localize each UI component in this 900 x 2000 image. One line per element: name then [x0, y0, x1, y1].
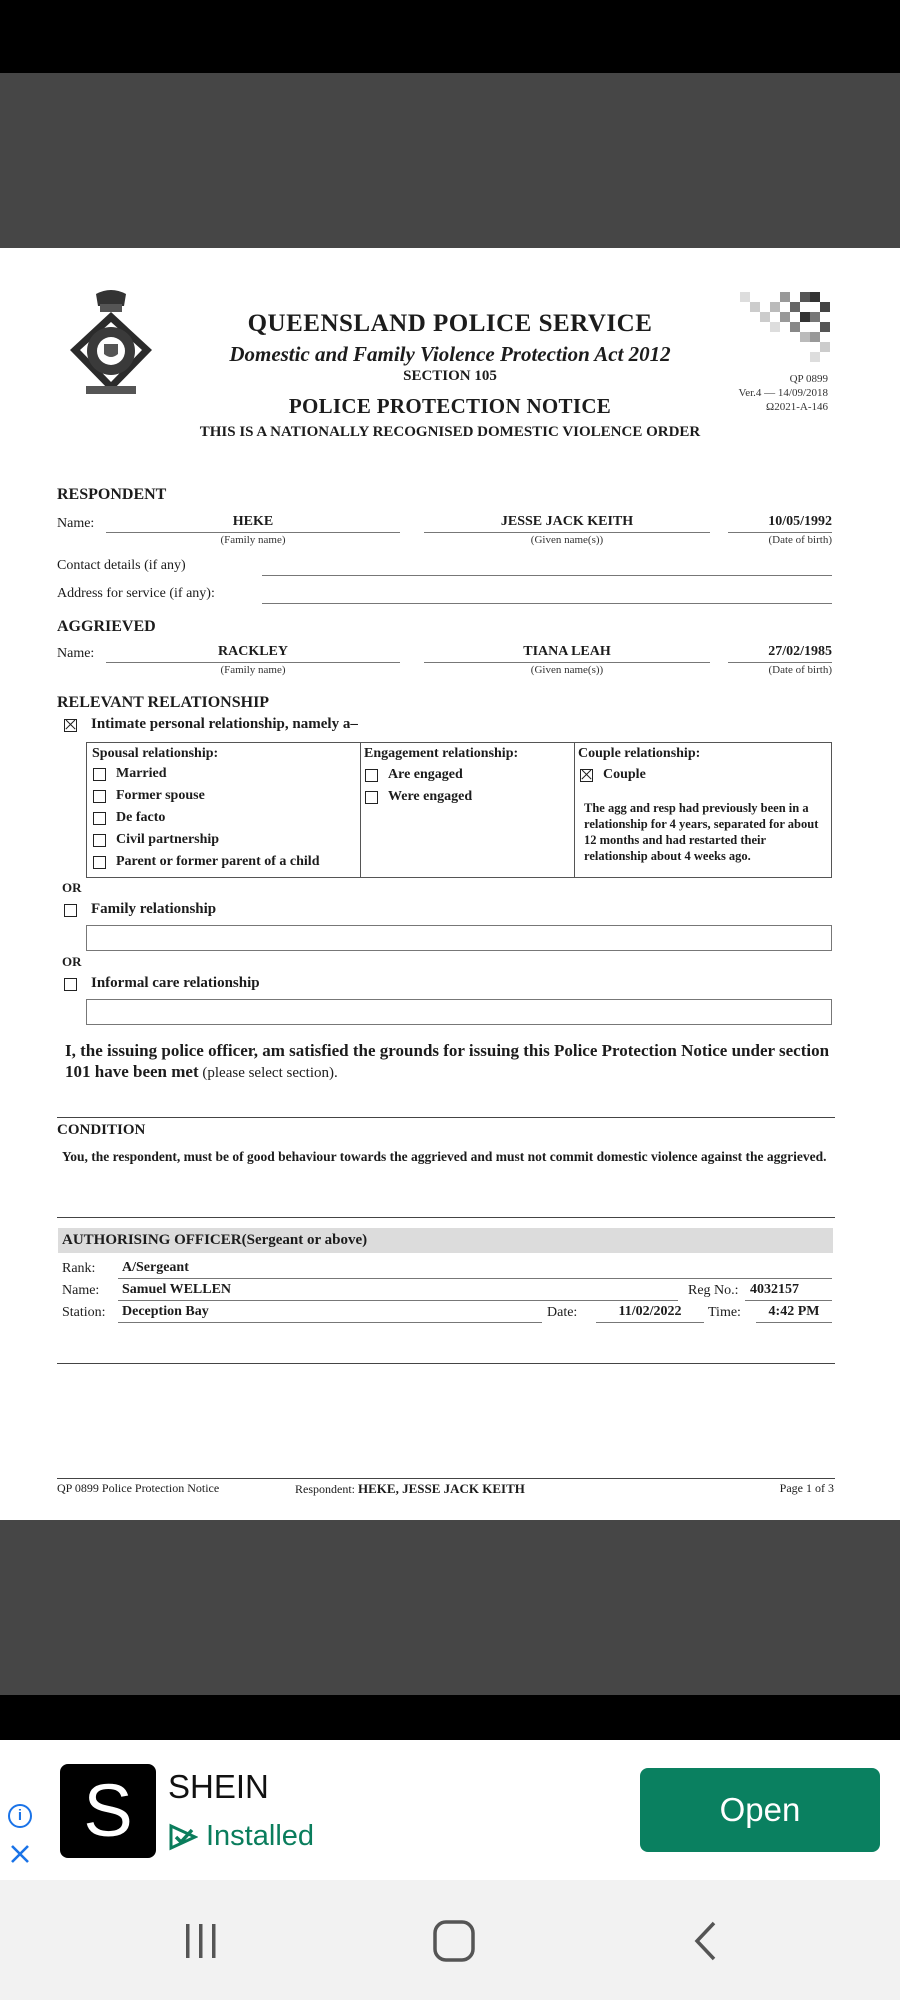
station-value: Deception Bay [122, 1304, 209, 1319]
informal-care-checkbox[interactable] [64, 978, 77, 991]
app-name: SHEIN [168, 1768, 269, 1805]
former-spouse-checkbox[interactable] [93, 790, 106, 803]
reg-no-label: Reg No.: [688, 1283, 739, 1298]
couple-checkbox[interactable] [580, 769, 593, 782]
authorising-heading: AUTHORISING OFFICER(Sergeant or above) [62, 1232, 368, 1248]
aggrieved-dob-caption: (Date of birth) [768, 664, 832, 676]
or-label-1: OR [62, 880, 82, 895]
were-engaged-checkbox[interactable] [365, 791, 378, 804]
aggrieved-family-name: RACKLEY [217, 644, 288, 659]
date-value: 11/02/2022 [618, 1304, 682, 1319]
officer-name-label: Name: [62, 1283, 100, 1298]
station-label: Station: [62, 1305, 106, 1320]
separator-band [0, 1695, 900, 1740]
aggrieved-family-caption: (Family name) [220, 664, 286, 676]
de-facto-label: De facto [116, 810, 166, 825]
respondent-heading: RESPONDENT [57, 486, 167, 503]
reg-no-value: 4032157 [750, 1282, 799, 1297]
de-facto-checkbox[interactable] [93, 812, 106, 825]
ad-info-icon[interactable]: i [8, 1804, 32, 1828]
condition-heading: CONDITION [57, 1122, 146, 1138]
address-label: Address for service (if any): [57, 586, 215, 601]
time-label: Time: [708, 1305, 741, 1320]
married-checkbox[interactable] [93, 768, 106, 781]
statement-select-section: (please select section). [198, 1065, 338, 1081]
family-relationship-label: Family relationship [91, 901, 217, 917]
engagement-heading: Engagement relationship: [364, 746, 519, 761]
couple-note: The agg and resp had previously been in a relationship for 4 years, separated for about 12 months and had restarted their relationship about 4 weeks ago. [584, 801, 819, 863]
couple-heading: Couple relationship: [578, 746, 701, 761]
status-bar [0, 0, 900, 73]
informal-care-label: Informal care relationship [91, 975, 260, 991]
respondent-dob: 10/05/1992 [768, 514, 832, 529]
were-engaged-label: Were engaged [388, 789, 473, 804]
aggrieved-dob: 27/02/1985 [768, 644, 832, 659]
respondent-given-names: JESSE JACK KEITH [500, 514, 634, 529]
statement-bold: I, the issuing police officer, am satisfied the grounds for issuing this Police Protection Notice under section 101 have been met [65, 1041, 830, 1081]
form-code: QP 0899 [789, 373, 828, 385]
form-version: Ver.4 — 14/09/2018 [738, 387, 828, 399]
former-spouse-label: Former spouse [116, 788, 205, 803]
viewer-bottom-area [0, 1520, 900, 1695]
footer-respondent-label: Respondent: [295, 1482, 355, 1496]
act-title: Domestic and Family Violence Protection Act 2012 [229, 342, 671, 366]
home-icon[interactable] [431, 1918, 477, 1964]
intimate-relationship-label: Intimate personal relationship, namely a– [91, 716, 358, 732]
system-nav-bar [0, 1880, 900, 2000]
respondent-given-caption: (Given name(s)) [530, 534, 604, 546]
couple-label: Couple [603, 767, 646, 782]
spousal-heading: Spousal relationship: [92, 746, 219, 761]
recent-apps-icon[interactable] [178, 1918, 224, 1964]
aggrieved-given-names: TIANA LEAH [523, 644, 611, 659]
notice-subtitle: THIS IS A NATIONALLY RECOGNISED DOMESTIC VIOLENCE ORDER [199, 424, 701, 440]
aggrieved-name-label: Name: [57, 646, 95, 661]
or-label-2: OR [62, 954, 82, 969]
intimate-relationship-checkbox[interactable] [64, 719, 77, 732]
notice-title: POLICE PROTECTION NOTICE [288, 394, 612, 418]
respondent-name-label: Name: [57, 516, 95, 531]
aggrieved-given-caption: (Given name(s)) [530, 664, 604, 676]
are-engaged-checkbox[interactable] [365, 769, 378, 782]
aggrieved-heading: AGGRIEVED [57, 618, 156, 635]
footer-respondent-name: HEKE, JESSE JACK KEITH [358, 1481, 525, 1496]
married-label: Married [116, 766, 167, 781]
form-ref-number: Ω2021-A-146 [766, 401, 828, 413]
footer-respondent [295, 1481, 525, 1497]
footer-page-number: Page 1 of 3 [779, 1481, 834, 1495]
respondent-family-name: HEKE [232, 514, 274, 529]
are-engaged-label: Are engaged [388, 767, 463, 782]
condition-text: You, the respondent, must be of good behaviour towards the aggrieved and must not commit domestic violence against the aggrieved. [62, 1149, 827, 1164]
family-relationship-field[interactable] [86, 925, 832, 951]
rank-label: Rank: [62, 1261, 96, 1276]
civil-partnership-checkbox[interactable] [93, 834, 106, 847]
form-reference [738, 372, 828, 414]
respondent-dob-caption: (Date of birth) [768, 534, 832, 546]
viewer-top-area [0, 73, 900, 248]
section-title: SECTION 105 [403, 368, 497, 384]
respondent-family-caption: (Family name) [220, 534, 286, 546]
back-icon[interactable] [684, 1918, 730, 1964]
civil-partnership-label: Civil partnership [116, 832, 220, 847]
parent-checkbox[interactable] [93, 856, 106, 869]
open-app-button[interactable]: Open [640, 1768, 880, 1852]
date-label: Date: [547, 1305, 578, 1320]
relationship-heading: RELEVANT RELATIONSHIP [57, 694, 270, 711]
rank-value: A/Sergeant [122, 1260, 189, 1275]
officer-name-value: Samuel WELLEN [122, 1282, 232, 1297]
ad-close-icon[interactable] [8, 1842, 32, 1866]
document-page [0, 248, 900, 1520]
contact-details-label: Contact details (if any) [57, 558, 186, 573]
agency-title: QUEENSLAND POLICE SERVICE [247, 310, 653, 337]
ad-banner[interactable] [0, 1740, 900, 1880]
time-value: 4:42 PM [768, 1304, 820, 1319]
installed-check-icon [168, 1822, 198, 1852]
app-logo: S [60, 1764, 156, 1858]
family-relationship-checkbox[interactable] [64, 904, 77, 917]
officer-statement [65, 1040, 845, 1084]
informal-care-field[interactable] [86, 999, 832, 1025]
installed-status: Installed [206, 1820, 315, 1852]
parent-label: Parent or former parent of a child [116, 854, 320, 869]
footer-form: QP 0899 Police Protection Notice [57, 1481, 220, 1495]
